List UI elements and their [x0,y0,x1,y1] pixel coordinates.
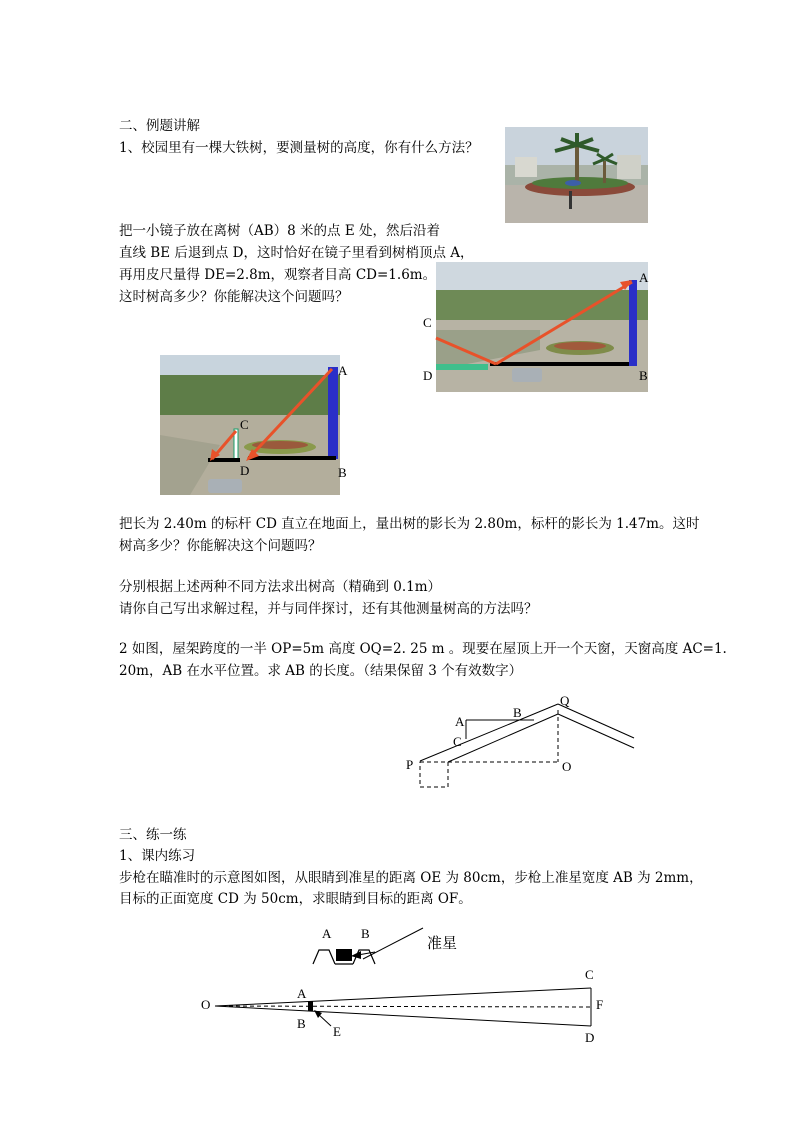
mirror-fig-label-a: A [639,270,649,285]
roof-truss-figure [400,693,640,792]
rifle-label-b: B [297,1016,306,1031]
question-2-line-2: 20m，AB 在水平位置。求 AB 的长度。（结果保留 3 个有效数字） [119,663,523,679]
roof-label-c: C [453,734,462,749]
question-2-line-1: 2 如图，屋架跨度的一半 OP=5m 高度 OQ=2. 25 m 。现要在屋顶上开一个天窗，天窗高度 AC=1. [119,641,727,657]
roof-label-q: Q [560,693,570,708]
rifle-label-c: C [585,967,594,982]
section-heading-examples: 二、例题讲解 [119,118,200,134]
shadow-method-line-1: 把长为 2.40m 的标杆 CD 直立在地面上，量出树的影长为 2.80m，标杆的影长为 1.47m。这时 [119,516,700,532]
mirror-method-line-4: 这时树高多少？你能解决这个问题吗？ [119,289,349,305]
shadow-method-figure [160,355,360,497]
shadow-fig-label-d: D [240,463,250,478]
rifle-label-d: D [585,1030,595,1045]
shadow-fig-label-b: B [338,465,347,480]
rifle-sight-label: 准星 [427,936,458,952]
rifle-sight-figure [195,920,615,1050]
rifle-label-o: O [201,997,211,1012]
shadow-fig-label-c: C [240,417,249,432]
rifle-inset-label-b: B [361,926,370,941]
roof-label-p: P [406,757,414,772]
practice-line-2: 目标的正面宽度 CD 为 50cm，求眼睛到目标的距离 OF。 [119,891,472,907]
task-line-1: 分别根据上述两种不同方法求出树高（精确到 0.1m） [119,579,442,595]
roof-label-a: A [455,714,465,729]
shadow-method-line-2: 树高多少？你能解决这个问题吗？ [119,538,322,554]
rifle-label-a: A [297,986,307,1001]
section-heading-practice: 三、练一练 [119,827,187,843]
rifle-inset-label-a: A [322,926,332,941]
practice-line-1: 步枪在瞄准时的示意图如图，从眼睛到准星的距离 OE 为 80cm，步枪上准星宽度 AB 为 2mm， [119,870,703,886]
shadow-fig-label-a: A [338,363,348,378]
rifle-label-e: E [333,1024,341,1039]
task-line-2: 请你自己写出求解过程，并与同伴探讨，还有其他测量树高的方法吗？ [119,601,538,617]
roof-label-o: O [562,759,572,774]
roof-label-b: B [513,705,522,720]
mirror-fig-label-b: B [639,368,648,383]
mirror-method-line-2: 直线 BE 后退到点 D，这时恰好在镜子里看到树梢顶点 A， [119,245,474,261]
practice-subheading: 1、课内练习 [119,848,196,864]
mirror-fig-label-c: C [423,315,432,330]
mirror-method-figure [420,260,660,394]
campus-tree-photo [505,127,648,223]
question-1: 1、校园里有一棵大铁树，要测量树的高度，你有什么方法？ [119,140,479,156]
mirror-fig-label-d: D [423,368,433,383]
mirror-method-line-3: 再用皮尺量得 DE=2.8m，观察者目高 CD=1.6m。 [119,267,437,283]
rifle-label-f: F [596,997,604,1012]
mirror-method-line-1: 把一小镜子放在离树（AB）8 米的点 E 处，然后沿着 [119,223,440,239]
